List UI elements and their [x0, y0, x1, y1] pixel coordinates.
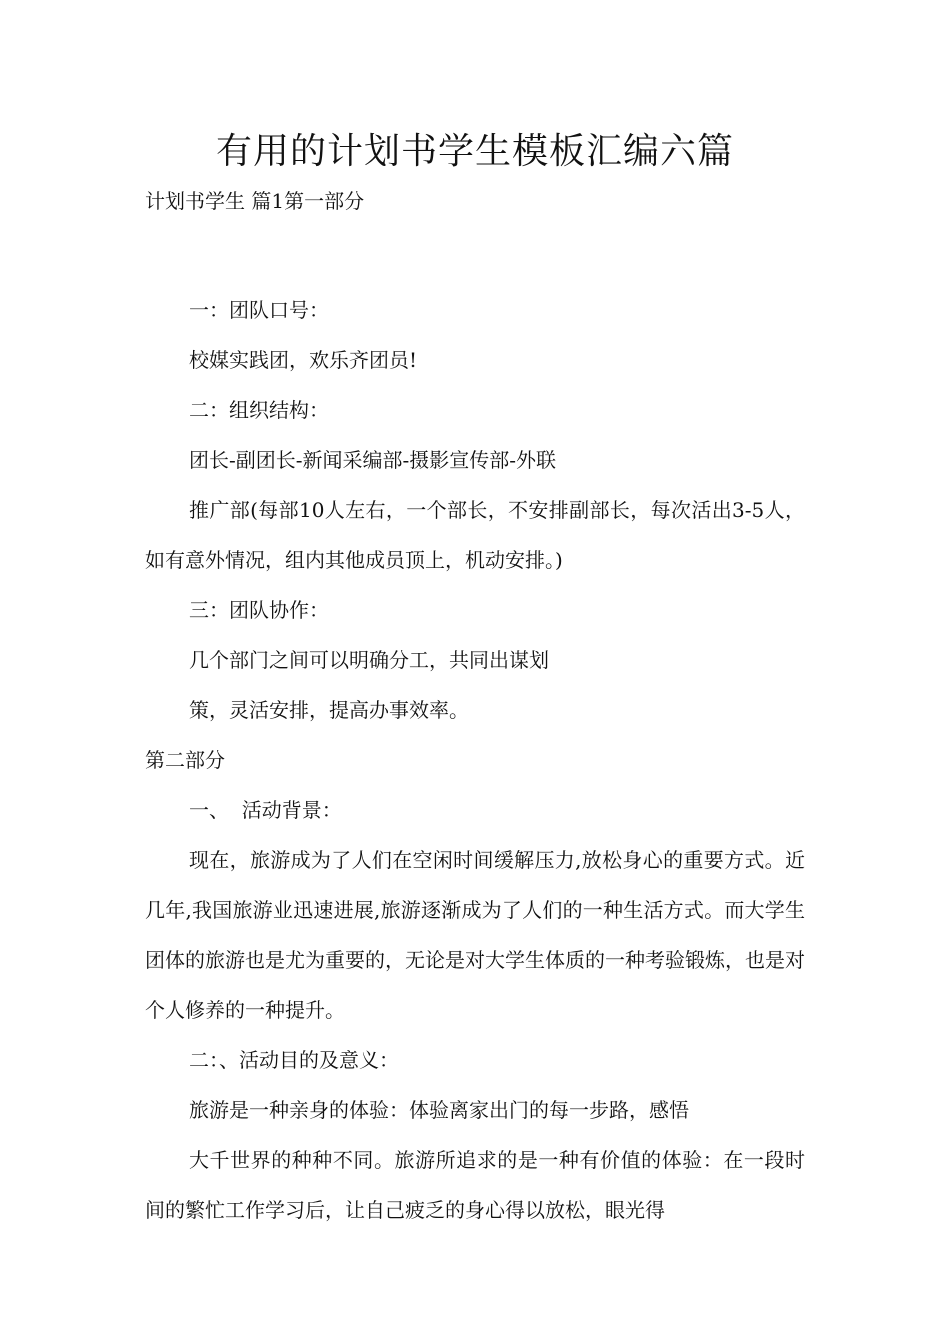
paragraph: 三：团队协作： — [189, 598, 329, 622]
paragraph: 一：团队口号： — [189, 298, 329, 322]
paragraph: 大千世界的种种不同。旅游所追求的是一种有价值的体验：在一段时间的繁忙工作学习后，让自己疲乏的身心得以放松，眼光得 — [145, 1148, 805, 1222]
document-subtitle: 计划书学生 篇1第一部分 — [145, 189, 365, 213]
paragraph: 旅游是一种亲身的体验：体验离家出门的每一步路，感悟 — [189, 1098, 689, 1122]
paragraph: 几个部门之间可以明确分工，共同出谋划 — [189, 648, 549, 672]
section-heading: 第二部分 — [145, 748, 225, 772]
paragraph: 团长-副团长-新闻采编部-摄影宣传部-外联 — [189, 448, 557, 472]
paragraph: 二：组织结构： — [189, 398, 329, 422]
paragraph: 推广部(每部10人左右，一个部长，不安排副部长，每次活出3-5人，如有意外情况，组内其他成员顶上，机动安排。) — [145, 498, 805, 572]
document-title: 有用的计划书学生模板汇编六篇 — [215, 131, 734, 172]
paragraph: 策，灵活安排，提高办事效率。 — [189, 698, 469, 722]
document-body — [145, 285, 805, 1235]
paragraph: 一、 活动背景： — [189, 798, 342, 822]
paragraph: 二：、活动目的及意义： — [189, 1048, 399, 1072]
paragraph: 校媒实践团，欢乐齐团员! — [189, 348, 418, 372]
paragraph: 现在，旅游成为了人们在空闲时间缓解压力,放松身心的重要方式。近几年,我国旅游业迅速进展,旅游逐渐成为了人们的一种生活方式。而大学生团体的旅游也是尤为重要的，无论是对大学生体质的一种考验锻炼，也是对个人修养的一种提升。 — [145, 848, 805, 1022]
